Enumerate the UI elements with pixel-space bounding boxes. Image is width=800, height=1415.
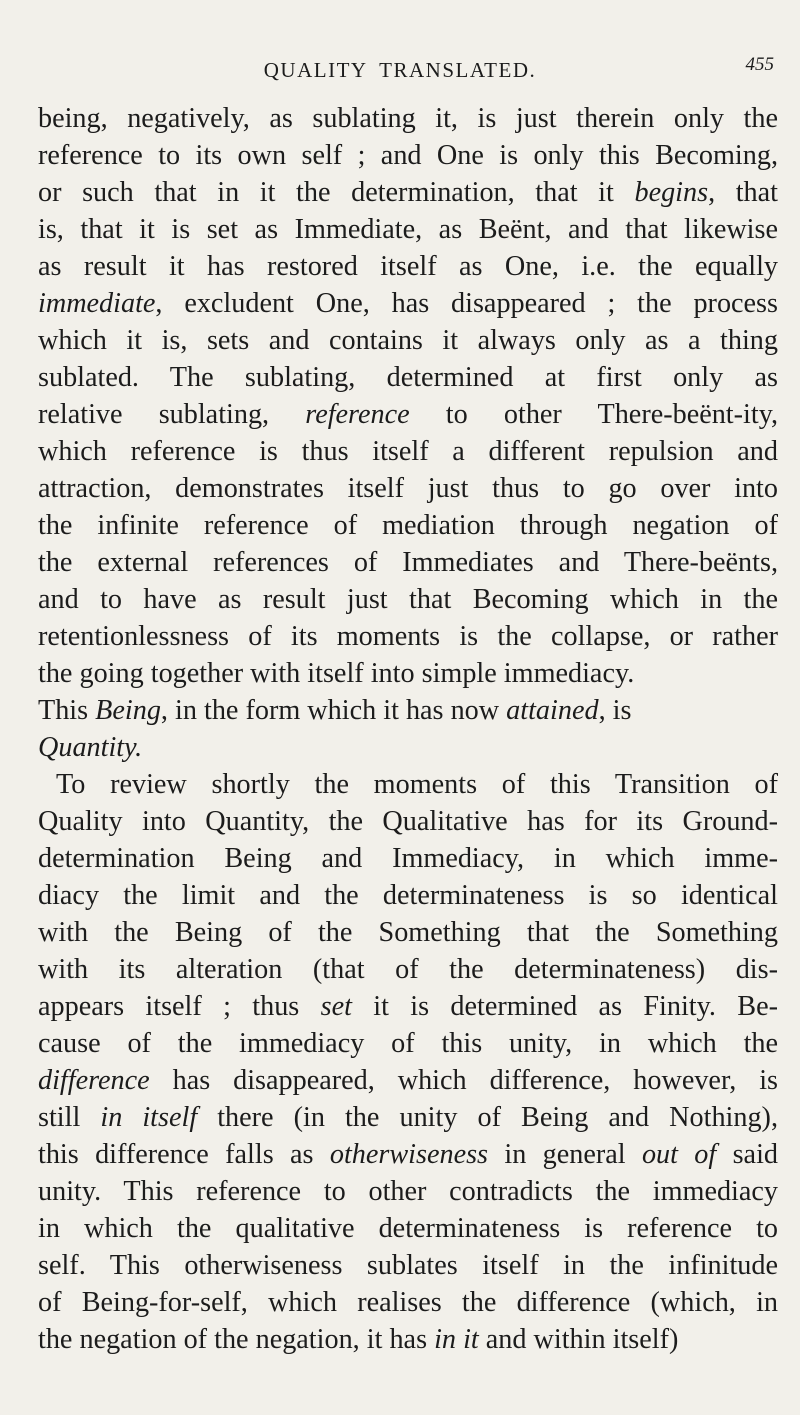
text-run: in which the qualitative determinateness is reference to	[38, 1213, 778, 1244]
text-run: the infinite reference of mediation through negation of	[38, 510, 778, 541]
text-run: as result it has restored itself as One, i.e. the equally	[38, 251, 778, 282]
text-line	[38, 211, 778, 248]
text-line	[38, 766, 778, 803]
italic-text-run: Quantity.	[38, 732, 143, 763]
italic-text-run: immediate	[38, 288, 156, 319]
text-run: To review shortly the moments of this Transition of	[56, 769, 778, 800]
text-run: unity. This reference to other contradicts the immediacy	[38, 1176, 778, 1207]
text-run: Quality into Quantity, the Qualitative has for its Ground-	[38, 806, 778, 837]
text-line	[38, 1173, 778, 1210]
text-run: self. This otherwiseness sublates itself in the infinitude	[38, 1250, 778, 1281]
italic-text-run: otherwiseness	[329, 1139, 489, 1170]
text-line	[38, 692, 778, 729]
text-line	[38, 433, 778, 470]
text-run: determination Being and Immediacy, in which imme-	[38, 843, 778, 874]
text-run: cause of the immediacy of this unity, in which the	[38, 1028, 778, 1059]
text-run: has disappeared, which difference, however, is	[149, 1065, 778, 1096]
text-run: with its alteration (that of the determinateness) dis-	[38, 954, 778, 985]
text-run: there (in the unity of Being and Nothing),	[197, 1102, 778, 1133]
text-line	[38, 1284, 778, 1321]
italic-text-run: Being	[95, 695, 161, 726]
text-run: in general	[488, 1139, 642, 1170]
text-line	[38, 951, 778, 988]
text-line	[38, 729, 778, 766]
text-run: said	[716, 1139, 778, 1170]
page-header	[0, 54, 800, 88]
text-run: , excludent One, has disappeared ; the process	[155, 288, 778, 319]
text-line	[38, 1062, 778, 1099]
text-run: or such that in it the determination, that it	[38, 177, 635, 208]
text-line	[38, 840, 778, 877]
text-line	[38, 1210, 778, 1247]
text-line	[38, 618, 778, 655]
text-line	[38, 322, 778, 359]
text-line	[38, 1321, 778, 1358]
text-line	[38, 1025, 778, 1062]
text-line	[38, 581, 778, 618]
text-line	[38, 248, 778, 285]
text-line	[38, 174, 778, 211]
text-line	[38, 803, 778, 840]
text-run: with the Being of the Something that the Something	[38, 917, 778, 948]
text-run: and to have as result just that Becoming which in the	[38, 584, 778, 615]
text-line	[38, 100, 778, 137]
text-run: the negation of the negation, it has	[38, 1324, 435, 1355]
text-run: still	[38, 1102, 101, 1133]
text-run: the going together with itself into simple immediacy.	[38, 658, 635, 689]
text-run: sublated. The sublating, determined at first only as	[38, 362, 778, 393]
text-run: is, that it is set as Immediate, as Beënt, and that likewise	[38, 214, 778, 245]
text-run: appears itself ; thus	[38, 991, 321, 1022]
text-run: which reference is thus itself a different repulsion and	[38, 436, 778, 467]
text-line	[38, 544, 778, 581]
text-run: , in the form which it has now	[160, 695, 507, 726]
text-line	[38, 285, 778, 322]
text-line	[38, 914, 778, 951]
text-line	[38, 1099, 778, 1136]
italic-text-run: set	[320, 991, 352, 1022]
text-run: it is determined as Finity. Be-	[351, 991, 778, 1022]
text-line	[38, 1247, 778, 1284]
text-line	[38, 359, 778, 396]
text-run: relative sublating,	[38, 399, 306, 430]
text-run: of Being-for-self, which realises the difference (which, in	[38, 1287, 778, 1318]
text-run: to other There-beënt-ity,	[409, 399, 779, 430]
text-line	[38, 655, 778, 692]
text-run: attraction, demonstrates itself just thus to go over into	[38, 473, 778, 504]
running-head: QUALITY TRANSLATED.	[263, 58, 537, 82]
text-run: diacy the limit and the determinateness is so identical	[38, 880, 778, 911]
text-run: reference to its own self ; and One is only this Becoming,	[38, 140, 778, 171]
text-run: the external references of Immediates and There-beënts,	[38, 547, 778, 578]
italic-text-run: attained	[506, 695, 599, 726]
text-run: this difference falls as	[38, 1139, 330, 1170]
text-line	[38, 137, 778, 174]
italic-text-run: in it	[434, 1324, 479, 1355]
text-line	[38, 1136, 778, 1173]
italic-text-run: out of	[641, 1139, 717, 1170]
text-line	[38, 396, 778, 433]
italic-text-run: difference	[38, 1065, 150, 1096]
text-run: which it is, sets and contains it always only as a thing	[38, 325, 778, 356]
text-run: retentionlessness of its moments is the collapse, or rather	[38, 621, 778, 652]
text-line	[38, 988, 778, 1025]
text-line	[38, 507, 778, 544]
text-run: , is	[598, 695, 632, 726]
text-run: , that	[708, 177, 778, 208]
text-run: and within itself)	[478, 1324, 679, 1355]
text-run: This	[38, 695, 96, 726]
body-text	[38, 100, 778, 1358]
text-run: being, negatively, as sublating it, is just therein only the	[38, 103, 778, 134]
italic-text-run: begins	[634, 177, 709, 208]
italic-text-run: reference	[305, 399, 410, 430]
text-line	[38, 877, 778, 914]
page-number: 455	[745, 54, 774, 75]
text-line	[38, 470, 778, 507]
italic-text-run: in itself	[100, 1102, 198, 1133]
